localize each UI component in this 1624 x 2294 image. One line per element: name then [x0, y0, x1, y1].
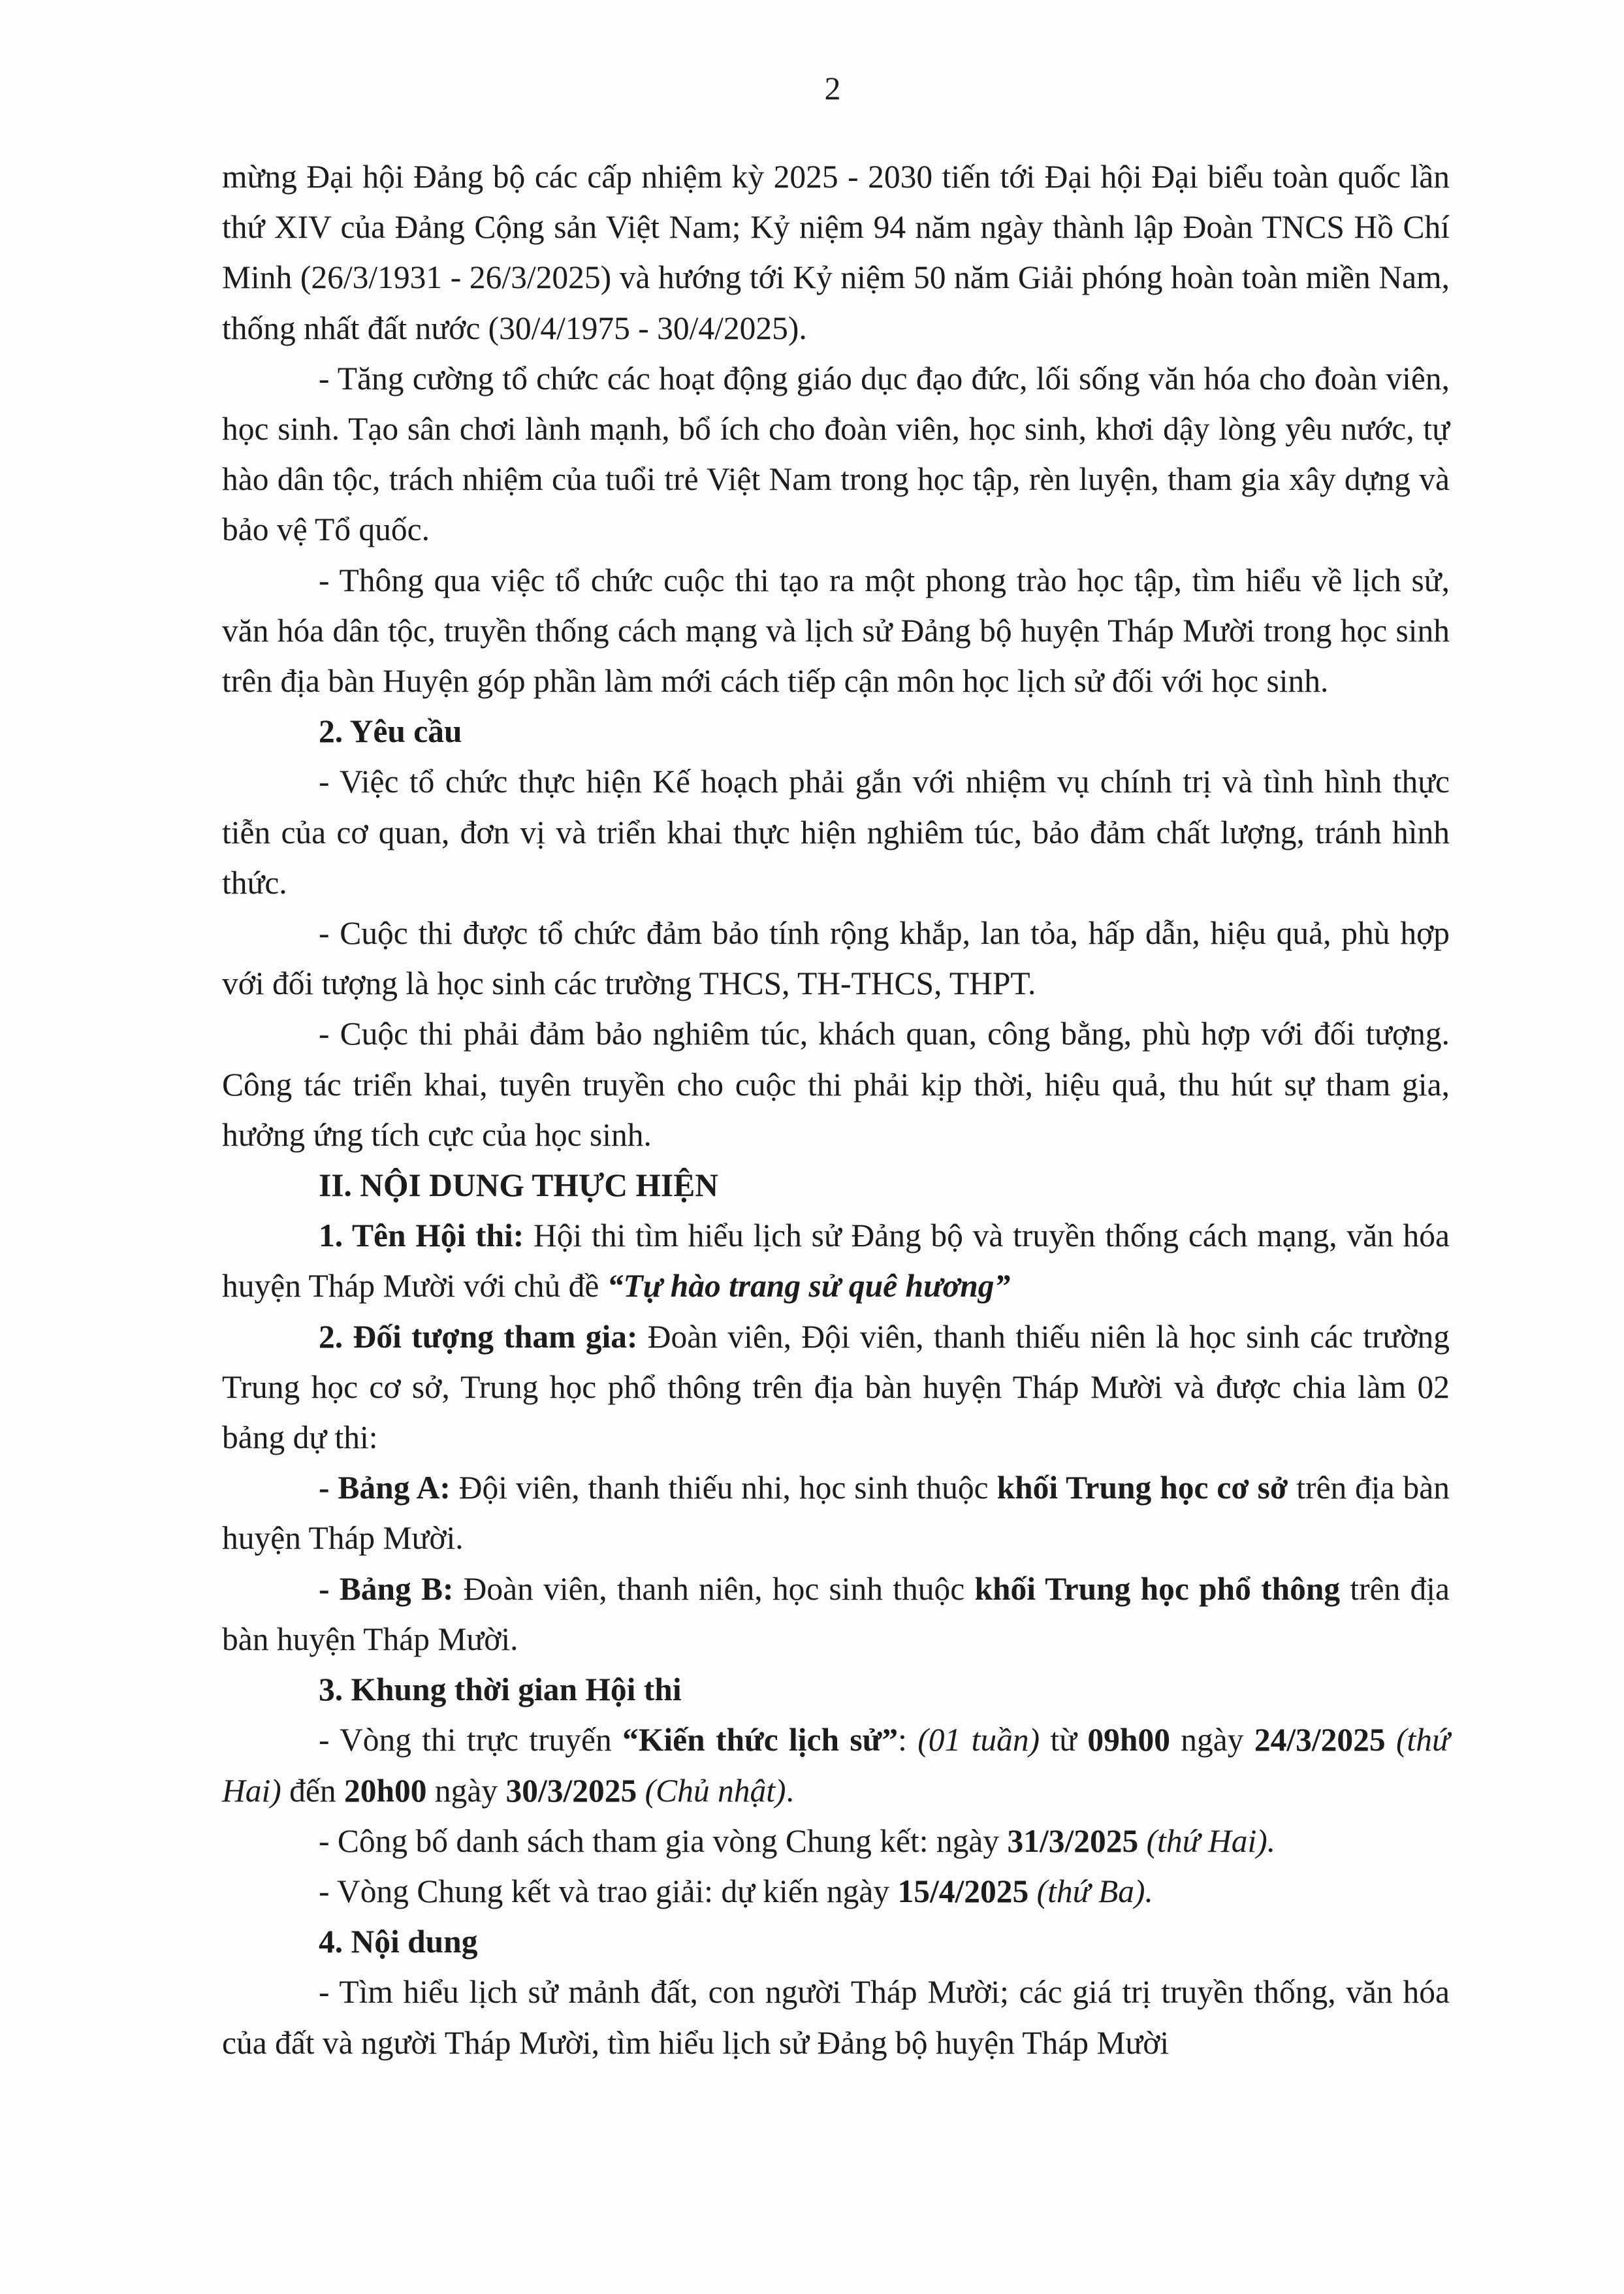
contest-name-label: 1. Tên Hội thi:	[319, 1218, 524, 1254]
participants-text: Đoàn viên, Đội viên, thanh thiếu niên là học sinh các trường Trung học cơ sở, Trung học phổ thông trên địa bàn huyện Tháp Mười và được chia làm 02 bảng dự thi:	[222, 1318, 1450, 1456]
online-round-duration: (01 tuần)	[917, 1722, 1040, 1758]
board-a-text: Đội viên, thanh thiếu nhi, học sinh thuộc	[450, 1470, 997, 1506]
online-round-colon: :	[898, 1722, 918, 1758]
board-a-level: khối Trung học cơ sở	[996, 1470, 1288, 1506]
paragraph-anniversary: mừng Đại hội Đảng bộ các cấp nhiệm kỳ 2025 - 2030 tiến tới Đại hội Đại biểu toàn quốc lần thứ XIV của Đảng Cộng sản Việt Nam; Kỷ niệm 94 năm ngày thành lập Đoàn TNCS Hồ Chí Minh (26/3/1931 - 26/3/2025) và hướng tới Kỷ niệm 50 năm Giải phóng hoàn toàn miền Nam, thống nhất đất nước (30/4/1975 - 30/4/2025).	[222, 159, 1450, 346]
paragraph-final-round	[222, 1866, 1450, 1916]
online-round-space	[1386, 1722, 1396, 1758]
paragraph-participants	[222, 1312, 1450, 1463]
participants-label: 2. Đối tượng tham gia:	[319, 1318, 638, 1355]
final-round-date: 15/4/2025	[897, 1873, 1029, 1909]
online-round-start-date: 24/3/2025	[1254, 1722, 1386, 1758]
finalist-announcement-space	[1138, 1823, 1146, 1859]
heading-timeframe: 3. Khung thời gian Hội thi	[319, 1672, 682, 1708]
paragraph-contest-name	[222, 1210, 1450, 1311]
finalist-announcement-text: - Công bố danh sách tham gia vòng Chung kết: ngày	[319, 1822, 1008, 1859]
online-round-end-time: 20h00	[343, 1772, 427, 1809]
board-b-tail: trên địa bàn huyện Tháp Mười.	[222, 1570, 1450, 1657]
contest-theme: “Tự hào trang sử quê hương”	[607, 1268, 1011, 1304]
final-round-text: - Vòng Chung kết và trao giải: dự kiến ngày	[319, 1873, 898, 1909]
board-a-tail: trên địa bàn huyện Tháp Mười.	[222, 1470, 1450, 1557]
paragraph-history-movement: - Thông qua việc tổ chức cuộc thi tạo ra một phong trào học tập, tìm hiểu về lịch sử, văn hóa dân tộc, truyền thống cách mạng và lịch sử Đảng bộ huyện Tháp Mười trong học sinh trên địa bàn Huyện góp phần làm mới cách tiếp cận môn học lịch sử đối với học sinh.	[222, 562, 1450, 700]
final-round-weekday: (thứ Ba).	[1036, 1873, 1153, 1909]
online-round-start-weekday: (thứ Hai)	[222, 1722, 1450, 1809]
online-round-title: “Kiến thức lịch sử”	[622, 1722, 899, 1758]
final-round-space	[1028, 1873, 1036, 1909]
paragraph-board-b	[222, 1564, 1450, 1664]
page-number: 2	[824, 70, 841, 106]
heading-requirements: 2. Yêu cầu	[319, 713, 462, 750]
board-a-label: - Bảng A:	[319, 1470, 451, 1506]
finalist-announcement-weekday: (thứ Hai).	[1146, 1822, 1276, 1859]
heading-content: 4. Nội dung	[319, 1924, 478, 1960]
online-round-end-weekday: (Chủ nhật)	[645, 1772, 786, 1809]
online-round-period: .	[786, 1772, 794, 1809]
contest-name-text: Hội thi tìm hiểu lịch sử Đảng bộ và truyền thống cách mạng, văn hóa huyện Tháp Mười với chủ đề	[222, 1218, 1450, 1304]
paragraph-moral-education: - Tăng cường tổ chức các hoạt động giáo dục đạo đức, lối sống văn hóa cho đoàn viên, học sinh. Tạo sân chơi lành mạnh, bổ ích cho đoàn viên, học sinh, khơi dậy lòng yêu nước, tự hào dân tộc, trách nhiệm của tuổi trẻ Việt Nam trong học tập, rèn luyện, tham gia xây dựng và bảo vệ Tổ quốc.	[222, 360, 1450, 548]
paragraph-finalist-announcement	[222, 1816, 1450, 1866]
online-round-space-2	[637, 1773, 645, 1809]
online-round-to: đến	[281, 1772, 344, 1809]
heading-implementation-content: II. NỘI DUNG THỰC HIỆN	[319, 1167, 718, 1204]
online-round-day-word: ngày	[1170, 1722, 1254, 1758]
board-b-label: - Bảng B:	[319, 1570, 454, 1607]
online-round-end-date: 30/3/2025	[505, 1772, 637, 1809]
paragraph-content-history: - Tìm hiểu lịch sử mảnh đất, con người Tháp Mười; các giá trị truyền thống, văn hóa của đất và người Tháp Mười, tìm hiểu lịch sử Đảng bộ huyện Tháp Mười	[222, 1974, 1450, 2061]
document-body	[222, 152, 1450, 2068]
board-b-text: Đoàn viên, thanh niên, học sinh thuộc	[453, 1570, 975, 1607]
paragraph-requirement-scope: - Cuộc thi được tổ chức đảm bảo tính rộng khắp, lan tỏa, hấp dẫn, hiệu quả, phù hợp với đối tượng là học sinh các trường THCS, TH-THCS, THPT.	[222, 915, 1450, 1002]
online-round-start-time: 09h00	[1087, 1722, 1170, 1758]
board-b-level: khối Trung học phổ thông	[974, 1570, 1341, 1607]
paragraph-requirement-fairness: - Cuộc thi phải đảm bảo nghiêm túc, khách quan, công bằng, phù hợp với đối tượng. Công tác triển khai, tuyên truyền cho cuộc thi phải kịp thời, hiệu quả, thu hút sự tham gia, hưởng ứng tích cực của học sinh.	[222, 1016, 1450, 1153]
online-round-prefix: - Vòng thi trực truyến	[319, 1722, 623, 1758]
paragraph-requirement-plan: - Việc tổ chức thực hiện Kế hoạch phải gắn với nhiệm vụ chính trị và tình hình thực tiễn của cơ quan, đơn vị và triển khai thực hiện nghiêm túc, bảo đảm chất lượng, tránh hình thức.	[222, 764, 1450, 901]
online-round-day-word-2: ngày	[426, 1772, 506, 1809]
paragraph-online-round	[222, 1715, 1450, 1815]
finalist-announcement-date: 31/3/2025	[1007, 1822, 1139, 1859]
paragraph-board-a	[222, 1462, 1450, 1563]
online-round-from: từ	[1040, 1722, 1088, 1758]
